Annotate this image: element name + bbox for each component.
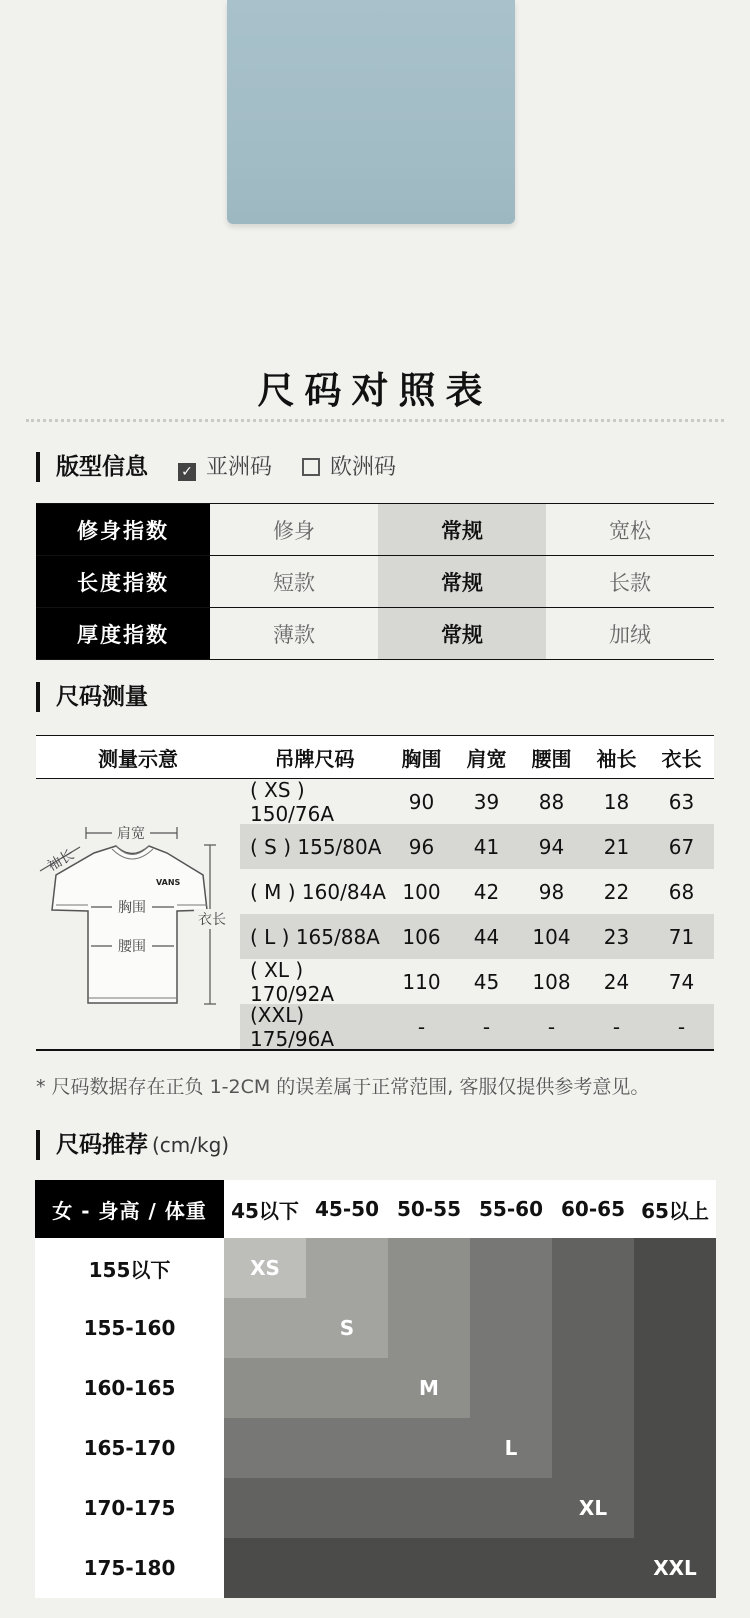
measure-heading-text: 尺码测量 (56, 684, 148, 710)
table-row (240, 1004, 714, 1049)
height-header: 170-175 (35, 1478, 224, 1538)
cell: 23 (603, 924, 630, 949)
cell: - (677, 1014, 686, 1039)
table-row (240, 869, 714, 914)
fit-row-thickness (36, 607, 714, 660)
recommend-corner-label: 女 - 身高 / 体重 (35, 1180, 224, 1238)
fit-row-slim (36, 503, 714, 555)
cell: 94 (538, 834, 565, 859)
cell: 44 (473, 924, 500, 949)
cell: 21 (603, 834, 630, 859)
height-header: 175-180 (35, 1538, 224, 1598)
cell: 100 (402, 879, 441, 904)
measure-section-heading (36, 682, 148, 712)
cell: 106 (402, 924, 441, 949)
size-tag: ( XS ) 150/76A (250, 777, 335, 826)
cell: 71 (668, 924, 695, 949)
diagram-label-length: 衣长 (198, 912, 226, 928)
fit-row-label: 长度指数 (36, 556, 210, 607)
cell: 88 (538, 789, 565, 814)
col-header: 腰围 (531, 746, 572, 771)
cell: - (547, 1014, 556, 1039)
cell: 98 (538, 879, 565, 904)
option-euro-size[interactable] (302, 455, 396, 480)
size-tag: ( M ) 160/84A (250, 879, 386, 904)
cell: 18 (603, 789, 630, 814)
diagram-brand-logo: VANS (156, 878, 181, 887)
diagram-label-chest: 胸围 (118, 900, 146, 916)
size-recommend-grid (35, 1180, 715, 1600)
col-header: 胸围 (401, 746, 442, 771)
diagram-label-waist: 腰围 (118, 939, 146, 955)
recommend-section-heading (36, 1130, 229, 1160)
cell: 110 (402, 969, 441, 994)
cell: 22 (603, 879, 630, 904)
weight-header: 60-65 (552, 1180, 634, 1238)
table-row (240, 959, 714, 1004)
cell: 74 (668, 969, 695, 994)
size-label: L (504, 1436, 518, 1460)
checkbox-empty-icon[interactable] (302, 458, 320, 476)
col-header: 肩宽 (466, 746, 507, 771)
cell: - (612, 1014, 621, 1039)
col-header: 测量示意 (98, 746, 178, 771)
measurement-note: * 尺码数据存在正负 1-2CM 的误差属于正常范围, 客服仅提供参考意见。 (36, 1076, 650, 1098)
table-row (240, 779, 714, 824)
fit-table (36, 503, 714, 660)
col-header: 吊牌尺码 (274, 746, 355, 771)
size-label: S (339, 1316, 355, 1340)
cell: - (417, 1014, 426, 1039)
cell: 45 (473, 969, 500, 994)
fit-option: 薄款 (210, 608, 378, 659)
recommend-heading-text: 尺码推荐 (56, 1132, 148, 1158)
fit-option: 加绒 (546, 608, 714, 659)
height-header: 155-160 (35, 1298, 224, 1358)
option-asia-label: 亚洲码 (206, 455, 273, 480)
size-label: XS (250, 1256, 280, 1280)
fit-section-heading (36, 452, 396, 482)
size-label: M (419, 1376, 439, 1400)
fit-option-selected: 常规 (378, 556, 546, 607)
cell: 90 (408, 789, 435, 814)
weight-header: 50-55 (388, 1180, 470, 1238)
col-header: 衣长 (661, 746, 702, 771)
cell: 68 (668, 879, 695, 904)
cell: 42 (473, 879, 500, 904)
fit-heading-text: 版型信息 (56, 454, 148, 480)
table-row (240, 914, 714, 959)
cell: - (482, 1014, 491, 1039)
cell: 41 (473, 834, 500, 859)
fit-option-selected: 常规 (378, 504, 546, 555)
height-header: 155以下 (35, 1238, 224, 1298)
size-tag: (XXL) 175/96A (250, 1002, 335, 1051)
cell: 108 (532, 969, 571, 994)
weight-header: 65以上 (634, 1180, 716, 1238)
fit-option: 长款 (546, 556, 714, 607)
weight-header: 55-60 (470, 1180, 552, 1238)
cell: 96 (408, 834, 435, 859)
fit-row-length (36, 555, 714, 607)
diagram-label-shoulder: 肩宽 (117, 826, 145, 842)
measure-header-row (36, 735, 714, 779)
measure-table (36, 735, 714, 1051)
size-tag: ( S ) 155/80A (250, 834, 382, 859)
option-asia-size[interactable] (178, 455, 272, 480)
cell: 67 (668, 834, 695, 859)
cell: 104 (532, 924, 571, 949)
fit-row-label: 修身指数 (36, 504, 210, 555)
diagram-label-sleeve: 袖长 (44, 846, 78, 875)
cell: 63 (668, 789, 695, 814)
size-tag: ( L ) 165/88A (250, 924, 380, 949)
measure-rows (240, 779, 714, 1049)
size-tag: ( XL ) 170/92A (250, 957, 335, 1006)
fit-option: 短款 (210, 556, 378, 607)
col-header: 袖长 (596, 746, 637, 771)
table-row (240, 824, 714, 869)
cell: 24 (603, 969, 630, 994)
option-euro-label: 欧洲码 (330, 455, 397, 480)
measure-body (36, 779, 714, 1051)
fit-option: 宽松 (546, 504, 714, 555)
size-label: XXL (653, 1556, 697, 1580)
fit-option-selected: 常规 (378, 608, 546, 659)
product-image-tshirt (227, 0, 515, 224)
height-header: 165-170 (35, 1418, 224, 1478)
weight-header: 45-50 (306, 1180, 388, 1238)
fit-row-label: 厚度指数 (36, 608, 210, 659)
cell: 39 (473, 789, 500, 814)
checkbox-checked-icon[interactable]: ✓ (178, 463, 196, 481)
tshirt-diagram (36, 779, 240, 1049)
recommend-unit: (cm/kg) (152, 1133, 230, 1157)
fit-option: 修身 (210, 504, 378, 555)
height-header: 160-165 (35, 1358, 224, 1418)
weight-header: 45以下 (224, 1180, 306, 1238)
size-label: XL (578, 1496, 608, 1520)
dotted-divider (26, 419, 724, 422)
page-title: 尺码对照表 (257, 369, 493, 412)
